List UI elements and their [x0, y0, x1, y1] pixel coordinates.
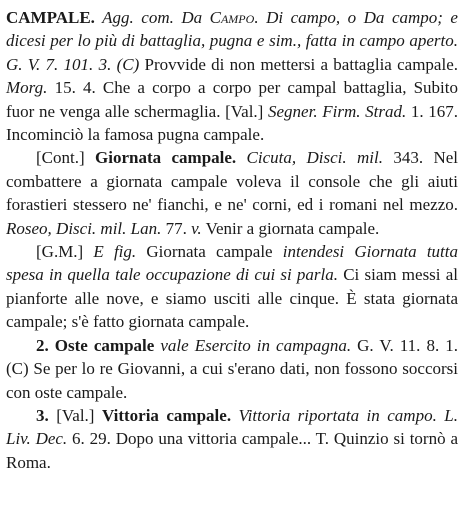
grammar-note: Agg. com. Da: [94, 8, 210, 27]
quotation-text: 343. Nel combattere a giornata campale voleva il console che gli aiuti forastieri stessero ne' fianchi, e ne' corni, ed i romani nel mezzo.: [6, 148, 458, 215]
citation-source: Roseo, Disci. mil. Lan.: [6, 218, 162, 238]
entry-paragraph-oste: [6, 334, 458, 404]
source-tag: [Cont.]: [36, 148, 96, 168]
citation-source: L. Liv. Dec.: [6, 405, 459, 449]
subentry-head: Vittoria campale.: [101, 405, 232, 425]
quotation-text: 1. 167. Incominciò la famosa pugna campale.: [6, 101, 459, 145]
citation-source: v.: [191, 218, 202, 238]
source-tag: [Val.]: [56, 405, 102, 425]
quotation-text: Venir a giornata campale.: [201, 218, 380, 238]
quotation-text: Giornata campale: [136, 242, 283, 262]
entry-paragraph-giornata: [6, 146, 458, 240]
headword: CAMPALE.: [6, 8, 95, 27]
citation-source: Cicuta, Disci. mil.: [236, 148, 383, 168]
entry-paragraph-vittoria: [6, 404, 458, 474]
quotation-text: 15. 4. Che a corpo a corpo per campal battaglia, Subito fuor ne venga alle schermaglia. [Val.]: [6, 78, 458, 121]
definition-text: Vittoria riportata in campo.: [231, 405, 437, 425]
definition-text: . Di campo, o Da campo; e dicesi per lo più di battaglia, pugna e sim., fatta in campo aperto. G. V. 7. 101. 3. (C): [6, 8, 458, 74]
sense-number: 3.: [36, 405, 57, 425]
entry-paragraph-figurative: [6, 240, 458, 334]
dictionary-entry: [6, 6, 458, 474]
quotation-text: G. V. 11. 8. 1. (C) Se per lo re Giovanni, a cui s'erano dati, non fossono soccorsi con oste campale.: [6, 335, 458, 402]
entry-paragraph-definition: [6, 6, 458, 146]
quotation-text: Provvide di non mettersi a battaglia campale.: [139, 54, 458, 74]
definition-text: vale Esercito in campagna.: [154, 335, 352, 355]
subentry-head: Giornata campale.: [95, 148, 237, 168]
quotation-text: 6. 29. Dopo una vittoria campale... T. Quinzio si tornò a Roma.: [6, 429, 458, 472]
citation-source: Morg.: [6, 78, 55, 98]
sense-number: 2.: [36, 335, 55, 355]
citation-source: Segner. Firm. Strad.: [268, 101, 407, 121]
quotation-text: 77.: [161, 218, 192, 238]
figurative-label: E fig.: [93, 242, 137, 262]
subentry-head: Oste campale: [54, 335, 155, 355]
quotation-text: Ci siam messi al pianforte alle nove, e siamo usciti alle cinque. È stata giornata campale; s'è fatto giornata campale.: [6, 265, 458, 332]
cross-reference: Campo: [209, 8, 255, 27]
source-tag: [G.M.]: [36, 242, 94, 262]
definition-text: intendesi Giornata tutta spesa in quella tale occupazione di cui si parla.: [6, 242, 459, 285]
